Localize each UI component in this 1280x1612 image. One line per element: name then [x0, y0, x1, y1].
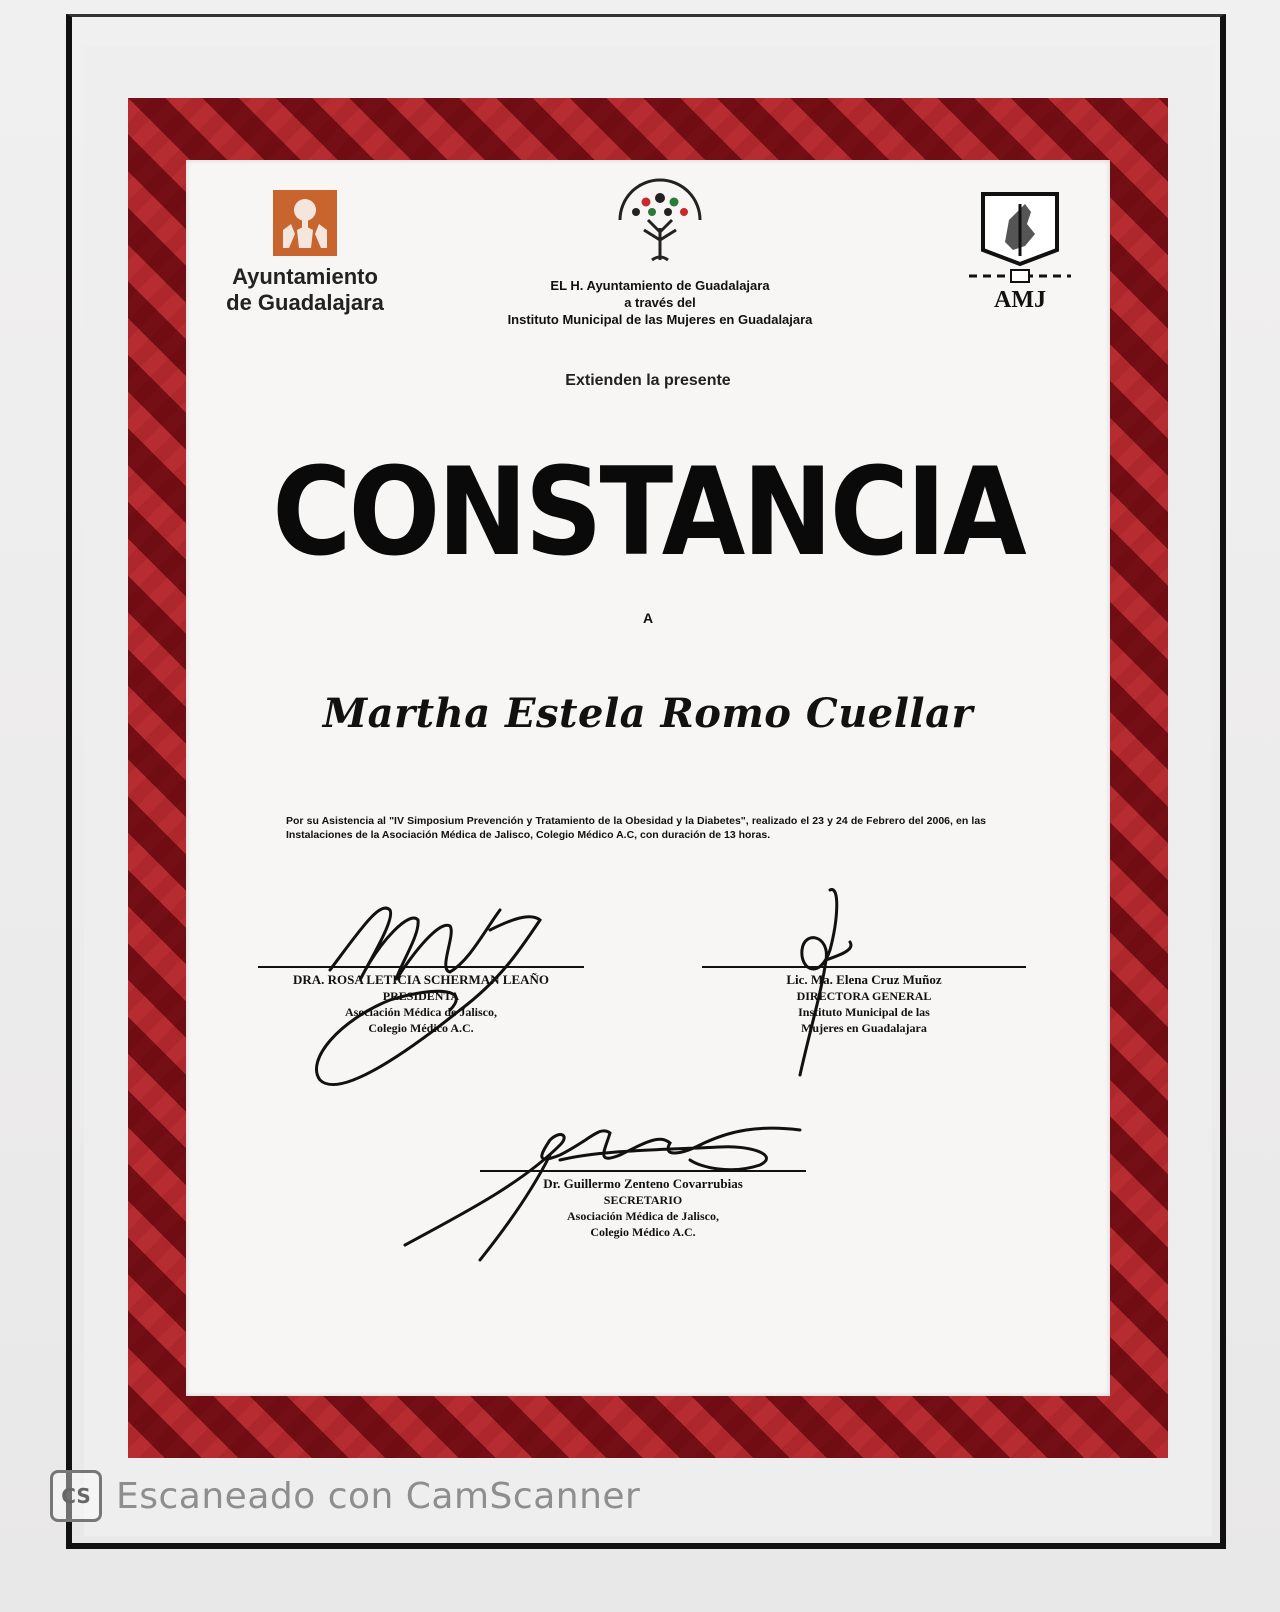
signatory-right-org-1: Instituto Municipal de las	[798, 1005, 930, 1019]
signatory-left-role: PRESIDENTA	[382, 989, 460, 1003]
signatory-bottom-role: SECRETARIO	[603, 1193, 683, 1207]
signatory-right-name: Lic. Ma. Elena Cruz Muñoz	[786, 972, 942, 987]
amj-emblem-icon	[965, 190, 1075, 286]
issuer-line-3: Instituto Municipal de las Mujeres en Guadalajara	[507, 312, 813, 327]
signature-line-right	[702, 966, 1026, 968]
signatory-left-org-1: Asociación Médica de Jalisco,	[345, 1005, 497, 1019]
ayuntamiento-line-1: Ayuntamiento	[232, 264, 378, 289]
certificate-body: Por su Asistencia al "IV Simposium Prevención y Tratamiento de la Obesidad y la Diabetes", realizado el 23 y 24 de Febrero del 2006, en las Instalaciones de la Asociación Médica de Jalisco, Colegio Médico A.C, con duración de 13 horas.	[286, 815, 986, 841]
certificate-title: CONSTANCIA	[272, 443, 1024, 584]
camscanner-watermark-text: Escaneado con CamScanner	[116, 1475, 641, 1517]
signatory-left-org-2: Colegio Médico A.C.	[368, 1021, 474, 1035]
camscanner-logo-icon: CS	[50, 1470, 102, 1522]
amj-label: AMJ	[994, 287, 1046, 313]
extienden-text: Extienden la presente	[565, 372, 731, 389]
issuer-line-1: EL H. Ayuntamiento de Guadalajara	[550, 278, 770, 293]
signature-line-left	[258, 966, 584, 968]
ayuntamiento-name	[210, 264, 400, 316]
addressee-prefix: A	[642, 610, 654, 626]
ayuntamiento-logo	[210, 190, 400, 316]
tree-of-women-icon	[612, 170, 708, 266]
signatory-right-org-2: Mujeres en Guadalajara	[801, 1021, 927, 1035]
signatory-right-role: DIRECTORA GENERAL	[796, 989, 932, 1003]
amj-logo	[965, 190, 1075, 314]
signatory-left-name: DRA. ROSA LETICIA SCHERMAN LEAÑO	[292, 972, 550, 987]
ayuntamiento-emblem-icon	[273, 190, 337, 256]
ayuntamiento-line-2: de Guadalajara	[226, 290, 384, 315]
signatory-bottom-org-1: Asociación Médica de Jalisco,	[567, 1209, 719, 1223]
signatory-bottom	[480, 1170, 806, 1240]
signatory-bottom-name: Dr. Guillermo Zenteno Covarrubias	[543, 1176, 743, 1191]
signatory-bottom-org-2: Colegio Médico A.C.	[590, 1225, 696, 1239]
signature-line-bottom	[480, 1170, 806, 1172]
signatory-left	[258, 966, 584, 1036]
issuer-line-2: a través del	[624, 295, 696, 310]
camscanner-watermark	[50, 1468, 640, 1524]
signatory-right	[702, 966, 1026, 1036]
instituto-mujeres-header	[440, 170, 880, 328]
recipient-name: Martha Estela Romo Cuellar	[322, 690, 974, 737]
issuer-intro	[440, 277, 880, 328]
